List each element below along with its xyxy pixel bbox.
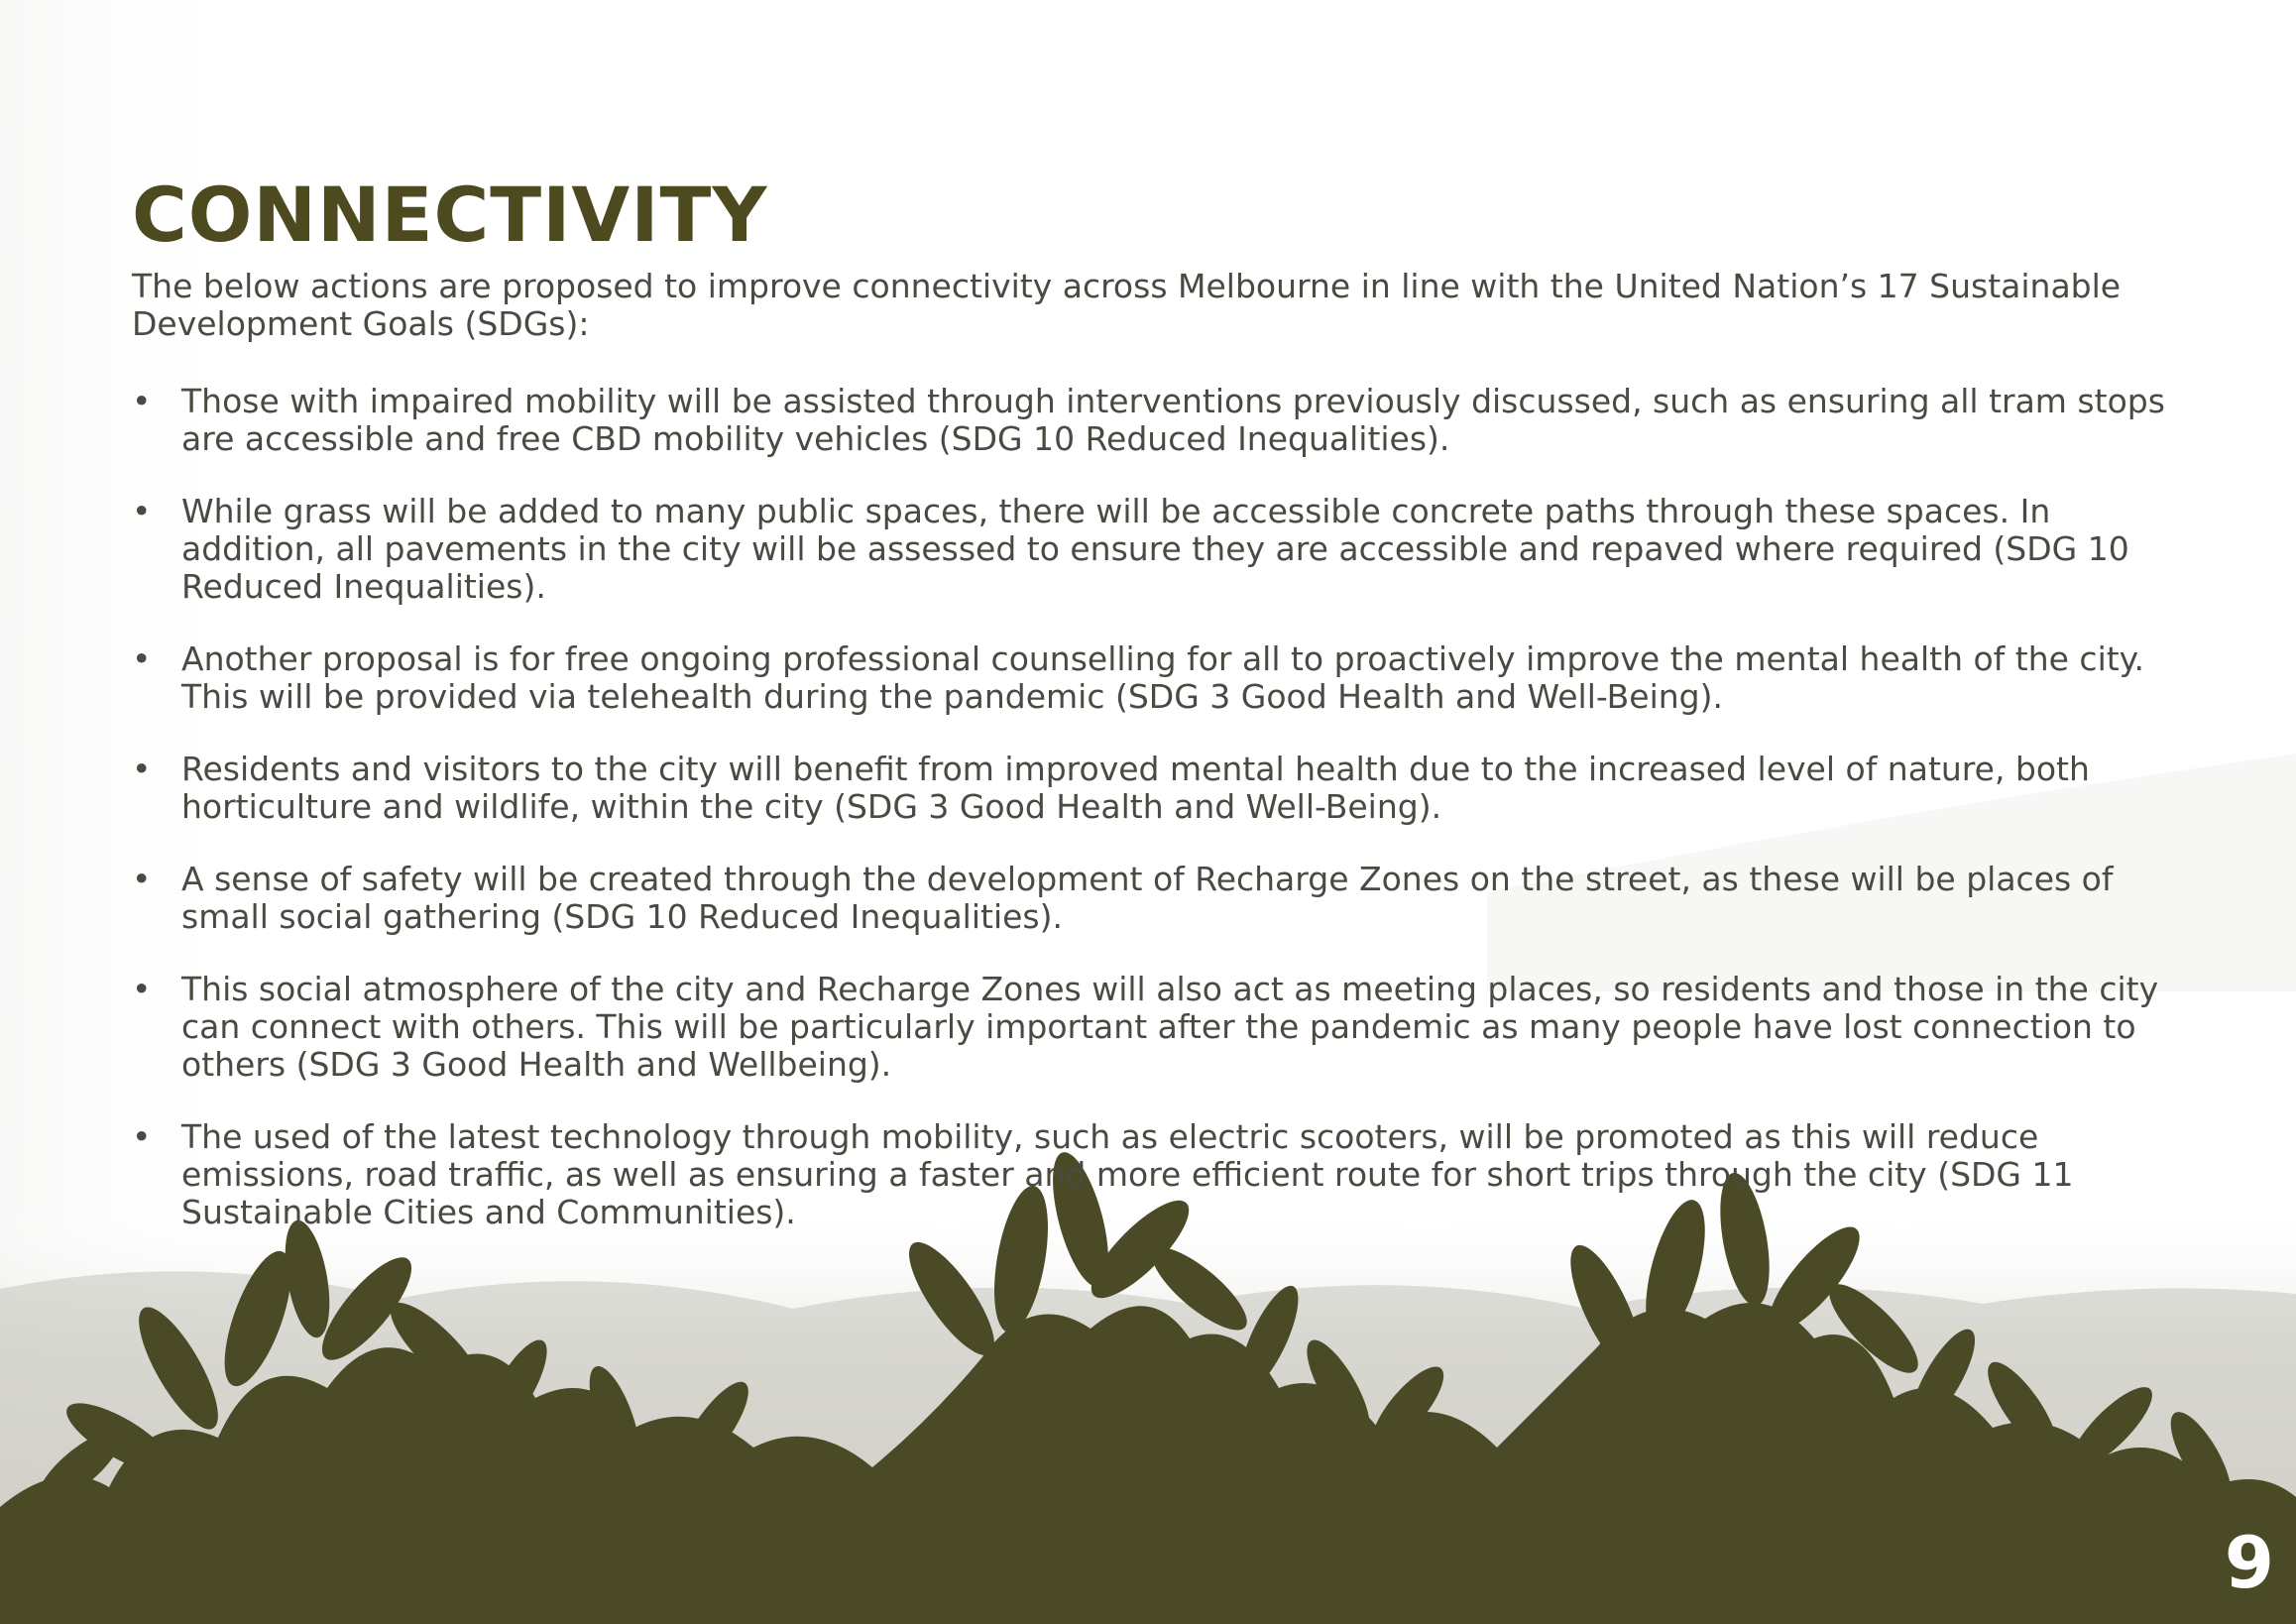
bullet-icon: • [132,382,152,420]
bullet-icon: • [132,970,152,1008]
list-item [132,861,2174,936]
bullet-icon: • [132,750,152,788]
intro-paragraph: The below actions are proposed to improve connectivity across Melbourne in line with the United Nation’s 17 Sustainable Development Goals (SDGs): [132,267,2122,343]
page-number: 9 [2224,1521,2274,1604]
list-item-text: While grass will be added to many public spaces, there will be accessible concrete paths through these spaces. In addition, all pavements in the city will be assessed to ensure they are accessible and repaved where required (SDG 10 Reduced Inequalities). [181,492,2129,606]
bullet-list [132,383,2174,1231]
bullet-icon: • [132,639,152,678]
bullet-icon: • [132,860,152,898]
list-item-text: This social atmosphere of the city and Recharge Zones will also act as meeting places, so residents and those in the city can connect with others. This will be particularly important after the pandemic as many people have lost connection to others (SDG 3 Good Health and Wellbeing). [181,970,2159,1084]
list-item-text: Those with impaired mobility will be assisted through interventions previously discussed, such as ensuring all tram stops are accessible and free CBD mobility vehicles (SDG 10 Reduced Inequalities). [181,382,2165,458]
bullet-icon: • [132,1117,152,1156]
list-item [132,971,2174,1084]
list-item [132,751,2174,826]
list-item-text: A sense of safety will be created through the development of Recharge Zones on the street, as these will be places of small social gathering (SDG 10 Reduced Inequalities). [181,860,2114,936]
list-item [132,1118,2174,1231]
list-item [132,493,2174,606]
list-item [132,640,2174,716]
page-title: CONNECTIVITY [132,171,768,259]
bullet-icon: • [132,492,152,530]
list-item-text: Another proposal is for free ongoing professional counselling for all to proactively improve the mental health of the city. This will be provided via telehealth during the pandemic (SDG 3 Good Health and Well-Being). [181,639,2144,716]
list-item-text: Residents and visitors to the city will benefit from improved mental health due to the increased level of nature, both horticulture and wildlife, within the city (SDG 3 Good Health and Well-Being). [181,750,2090,826]
list-item-text: The used of the latest technology through mobility, such as electric scooters, will be promoted as this will reduce emissions, road traffic, as well as ensuring a faster and more efficient route for short trips through the city (SDG 11 Sustainable Cities and Communities). [181,1117,2074,1231]
main-content [132,169,2174,1266]
list-item [132,383,2174,458]
